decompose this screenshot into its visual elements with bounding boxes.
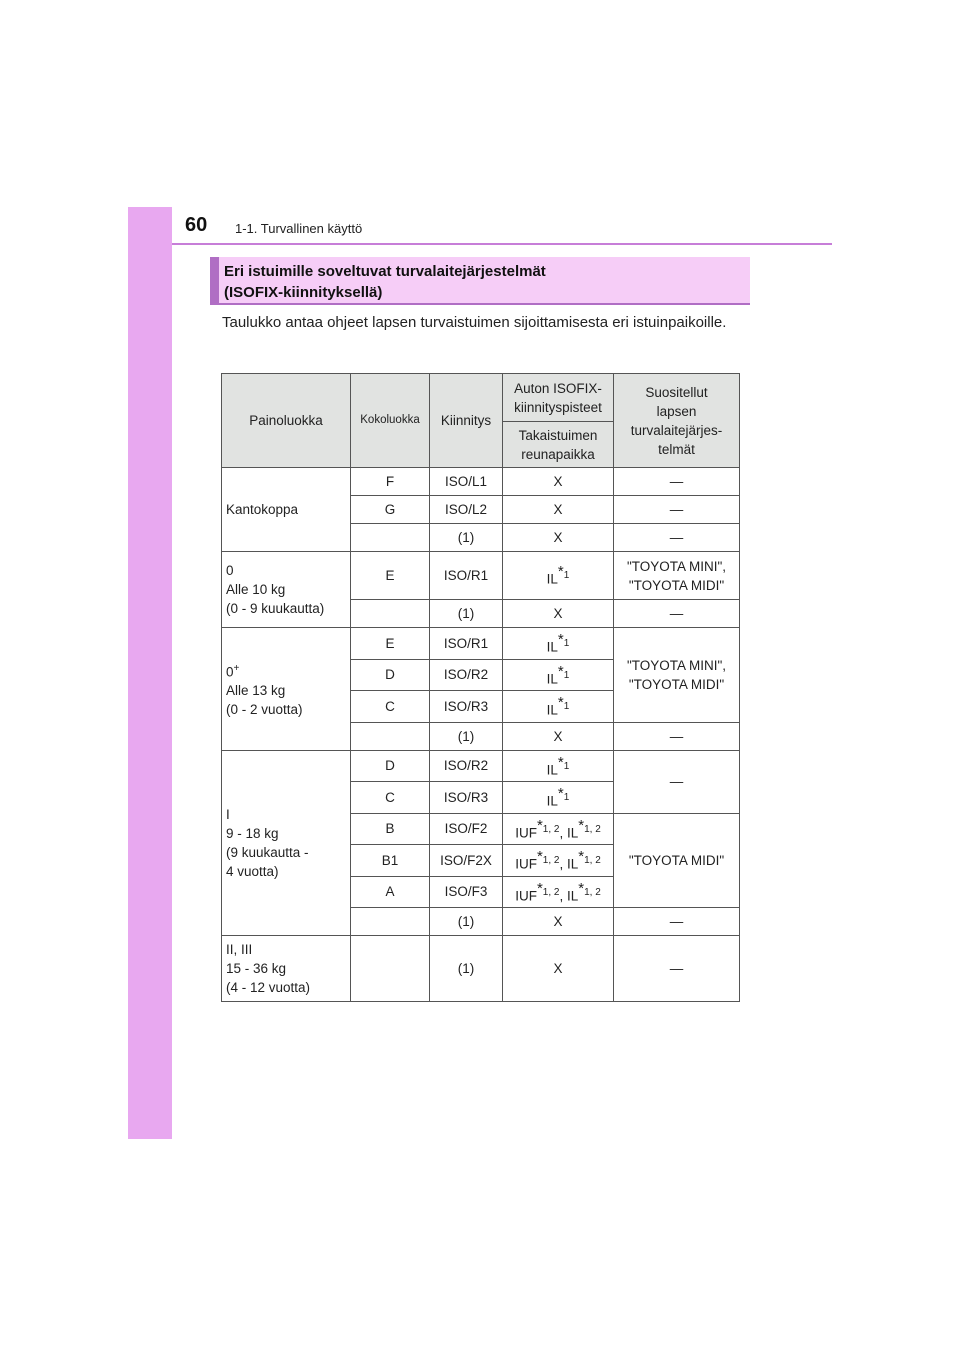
footnote-number: 1, 2 <box>542 855 560 866</box>
size-class-cell <box>351 722 430 750</box>
fixture-cell: (1) <box>430 908 503 936</box>
recommendation-cell: "TOYOTA MINI", "TOYOTA MIDI" <box>614 628 740 723</box>
fixture-cell: ISO/R2 <box>430 659 503 691</box>
group-0: 0 Alle 10 kg (0 - 9 kuukautta) <box>222 552 351 628</box>
position-cell <box>503 876 614 908</box>
iuf-label: IUF <box>515 825 537 840</box>
fixture-cell: ISO/F3 <box>430 876 503 908</box>
il-label: IL <box>546 793 558 809</box>
size-class-cell: D <box>351 750 430 782</box>
table-row <box>222 552 740 600</box>
fixture-cell: (1) <box>430 722 503 750</box>
fixture-cell: ISO/F2X <box>430 845 503 877</box>
heading-text: Eri istuimille soveltuvat turvalaitejärjestelmät (ISOFIX-kiinnityksellä) <box>224 263 546 301</box>
group-kantokoppa: Kantokoppa <box>222 468 351 552</box>
group-0-plus-superscript: + <box>233 662 240 674</box>
size-class-cell: F <box>351 468 430 496</box>
recommendation-cell: — <box>614 936 740 1002</box>
footnote-number: 1 <box>563 760 570 772</box>
fixture-cell: ISO/R1 <box>430 628 503 660</box>
footnote-number: 1 <box>563 638 570 649</box>
position-cell <box>503 552 614 600</box>
recommendation-cell: — <box>614 750 740 813</box>
size-class-cell: B1 <box>351 845 430 877</box>
fixture-cell: ISO/R3 <box>430 691 503 723</box>
group-II-III: II, III 15 - 36 kg (4 - 12 vuotta) <box>222 936 351 1002</box>
size-class-cell: C <box>351 691 430 723</box>
position-cell: X <box>503 600 614 628</box>
fixture-cell: (1) <box>430 600 503 628</box>
position-cell <box>503 782 614 814</box>
position-cell <box>503 845 614 877</box>
size-class-cell: C <box>351 782 430 814</box>
footnote-number: 1, 2 <box>542 886 560 898</box>
fixture-cell: (1) <box>430 524 503 552</box>
position-cell: X <box>503 524 614 552</box>
size-class-cell: E <box>351 552 430 600</box>
group-0-plus-number: 0 <box>226 664 234 679</box>
recommendation-cell: "TOYOTA MIDI" <box>614 813 740 908</box>
recommendation-cell: "TOYOTA MINI", "TOYOTA MIDI" <box>614 552 740 600</box>
group-0-plus-details: Alle 13 kg (0 - 2 vuotta) <box>226 683 303 717</box>
position-cell: X <box>503 936 614 1002</box>
table-row <box>222 628 740 660</box>
size-class-cell: A <box>351 876 430 908</box>
section-title: 1-1. Turvallinen käyttö <box>235 221 363 236</box>
fixture-cell: (1) <box>430 936 503 1002</box>
page-number: 60 <box>185 214 208 236</box>
position-cell <box>503 628 614 660</box>
header-weight-group: Painoluokka <box>222 374 351 468</box>
position-cell <box>503 659 614 691</box>
position-cell: X <box>503 468 614 496</box>
position-cell: X <box>503 722 614 750</box>
table-row <box>222 750 740 782</box>
separator: , <box>559 856 567 872</box>
size-class-cell: B <box>351 813 430 845</box>
size-class-cell: D <box>351 659 430 691</box>
recommendation-cell: — <box>614 908 740 936</box>
fixture-cell: ISO/L1 <box>430 468 503 496</box>
fixture-cell: ISO/R1 <box>430 552 503 600</box>
intro-paragraph: Taulukko antaa ohjeet lapsen turvaistuimen sijoittamisesta eri istuinpaikoille. <box>222 314 727 331</box>
footnote-star: * <box>557 662 564 680</box>
footnote-star: * <box>536 879 543 897</box>
size-class-cell: G <box>351 496 430 524</box>
isofix-table <box>221 373 740 1002</box>
footnote-number: 1 <box>563 669 570 681</box>
footnote-star: * <box>536 816 543 834</box>
footnote-star: * <box>557 631 564 648</box>
recommendation-cell: — <box>614 468 740 496</box>
size-class-cell <box>351 908 430 936</box>
group-0-plus <box>222 628 351 751</box>
footnote-star: * <box>578 879 585 897</box>
il-label: IL <box>546 702 558 718</box>
position-cell: X <box>503 908 614 936</box>
position-cell <box>503 691 614 723</box>
size-class-cell <box>351 936 430 1002</box>
il-label: IL <box>567 856 579 872</box>
il-label: IL <box>546 762 558 777</box>
header-rule <box>172 243 832 245</box>
heading-accent-bar <box>210 257 219 303</box>
recommendation-cell: — <box>614 600 740 628</box>
footnote-number: 1 <box>563 792 570 803</box>
size-class-cell <box>351 600 430 628</box>
footnote-star: * <box>578 816 585 834</box>
position-cell: X <box>503 496 614 524</box>
il-label: IL <box>546 639 558 655</box>
heading-box <box>210 257 750 305</box>
footnote-number: 1, 2 <box>584 823 601 835</box>
header-size-class: Kokoluokka <box>351 374 430 468</box>
size-class-cell <box>351 524 430 552</box>
position-cell <box>503 750 614 782</box>
iuf-label: IUF <box>515 856 537 872</box>
il-label: IL <box>567 888 579 903</box>
footnote-star: * <box>536 848 543 865</box>
header-rear-outboard: Takaistuimen reunapaikka <box>503 422 614 468</box>
footnote-number: 1, 2 <box>542 823 560 835</box>
separator: , <box>559 825 567 840</box>
size-class-cell: E <box>351 628 430 660</box>
recommendation-cell: — <box>614 524 740 552</box>
table-row <box>222 936 740 1002</box>
separator: , <box>559 888 567 903</box>
header-fixture: Kiinnitys <box>430 374 503 468</box>
recommendation-cell: — <box>614 722 740 750</box>
side-band <box>128 207 172 1139</box>
footnote-star: * <box>557 563 564 581</box>
il-label: IL <box>567 825 579 840</box>
fixture-cell: ISO/R3 <box>430 782 503 814</box>
footnote-star: * <box>557 694 564 711</box>
footnote-number: 1 <box>563 701 570 712</box>
iuf-label: IUF <box>515 888 537 903</box>
header-isofix-positions: Auton ISOFIX- kiinnityspisteet <box>503 374 614 422</box>
footnote-number: 1, 2 <box>584 855 601 866</box>
footnote-number: 1 <box>563 570 570 582</box>
footnote-star: * <box>557 753 564 771</box>
footnote-number: 1, 2 <box>584 886 601 898</box>
table-row <box>222 468 740 496</box>
fixture-cell: ISO/R2 <box>430 750 503 782</box>
footnote-star: * <box>557 785 564 802</box>
header-recommended: Suositellut lapsen turvalaitejärjes- telmät <box>614 374 740 468</box>
fixture-cell: ISO/L2 <box>430 496 503 524</box>
il-label: IL <box>546 571 558 587</box>
recommendation-cell: — <box>614 496 740 524</box>
position-cell <box>503 813 614 845</box>
footnote-star: * <box>578 848 585 865</box>
fixture-cell: ISO/F2 <box>430 813 503 845</box>
il-label: IL <box>546 671 558 686</box>
group-I: I 9 - 18 kg (9 kuukautta - 4 vuotta) <box>222 750 351 936</box>
